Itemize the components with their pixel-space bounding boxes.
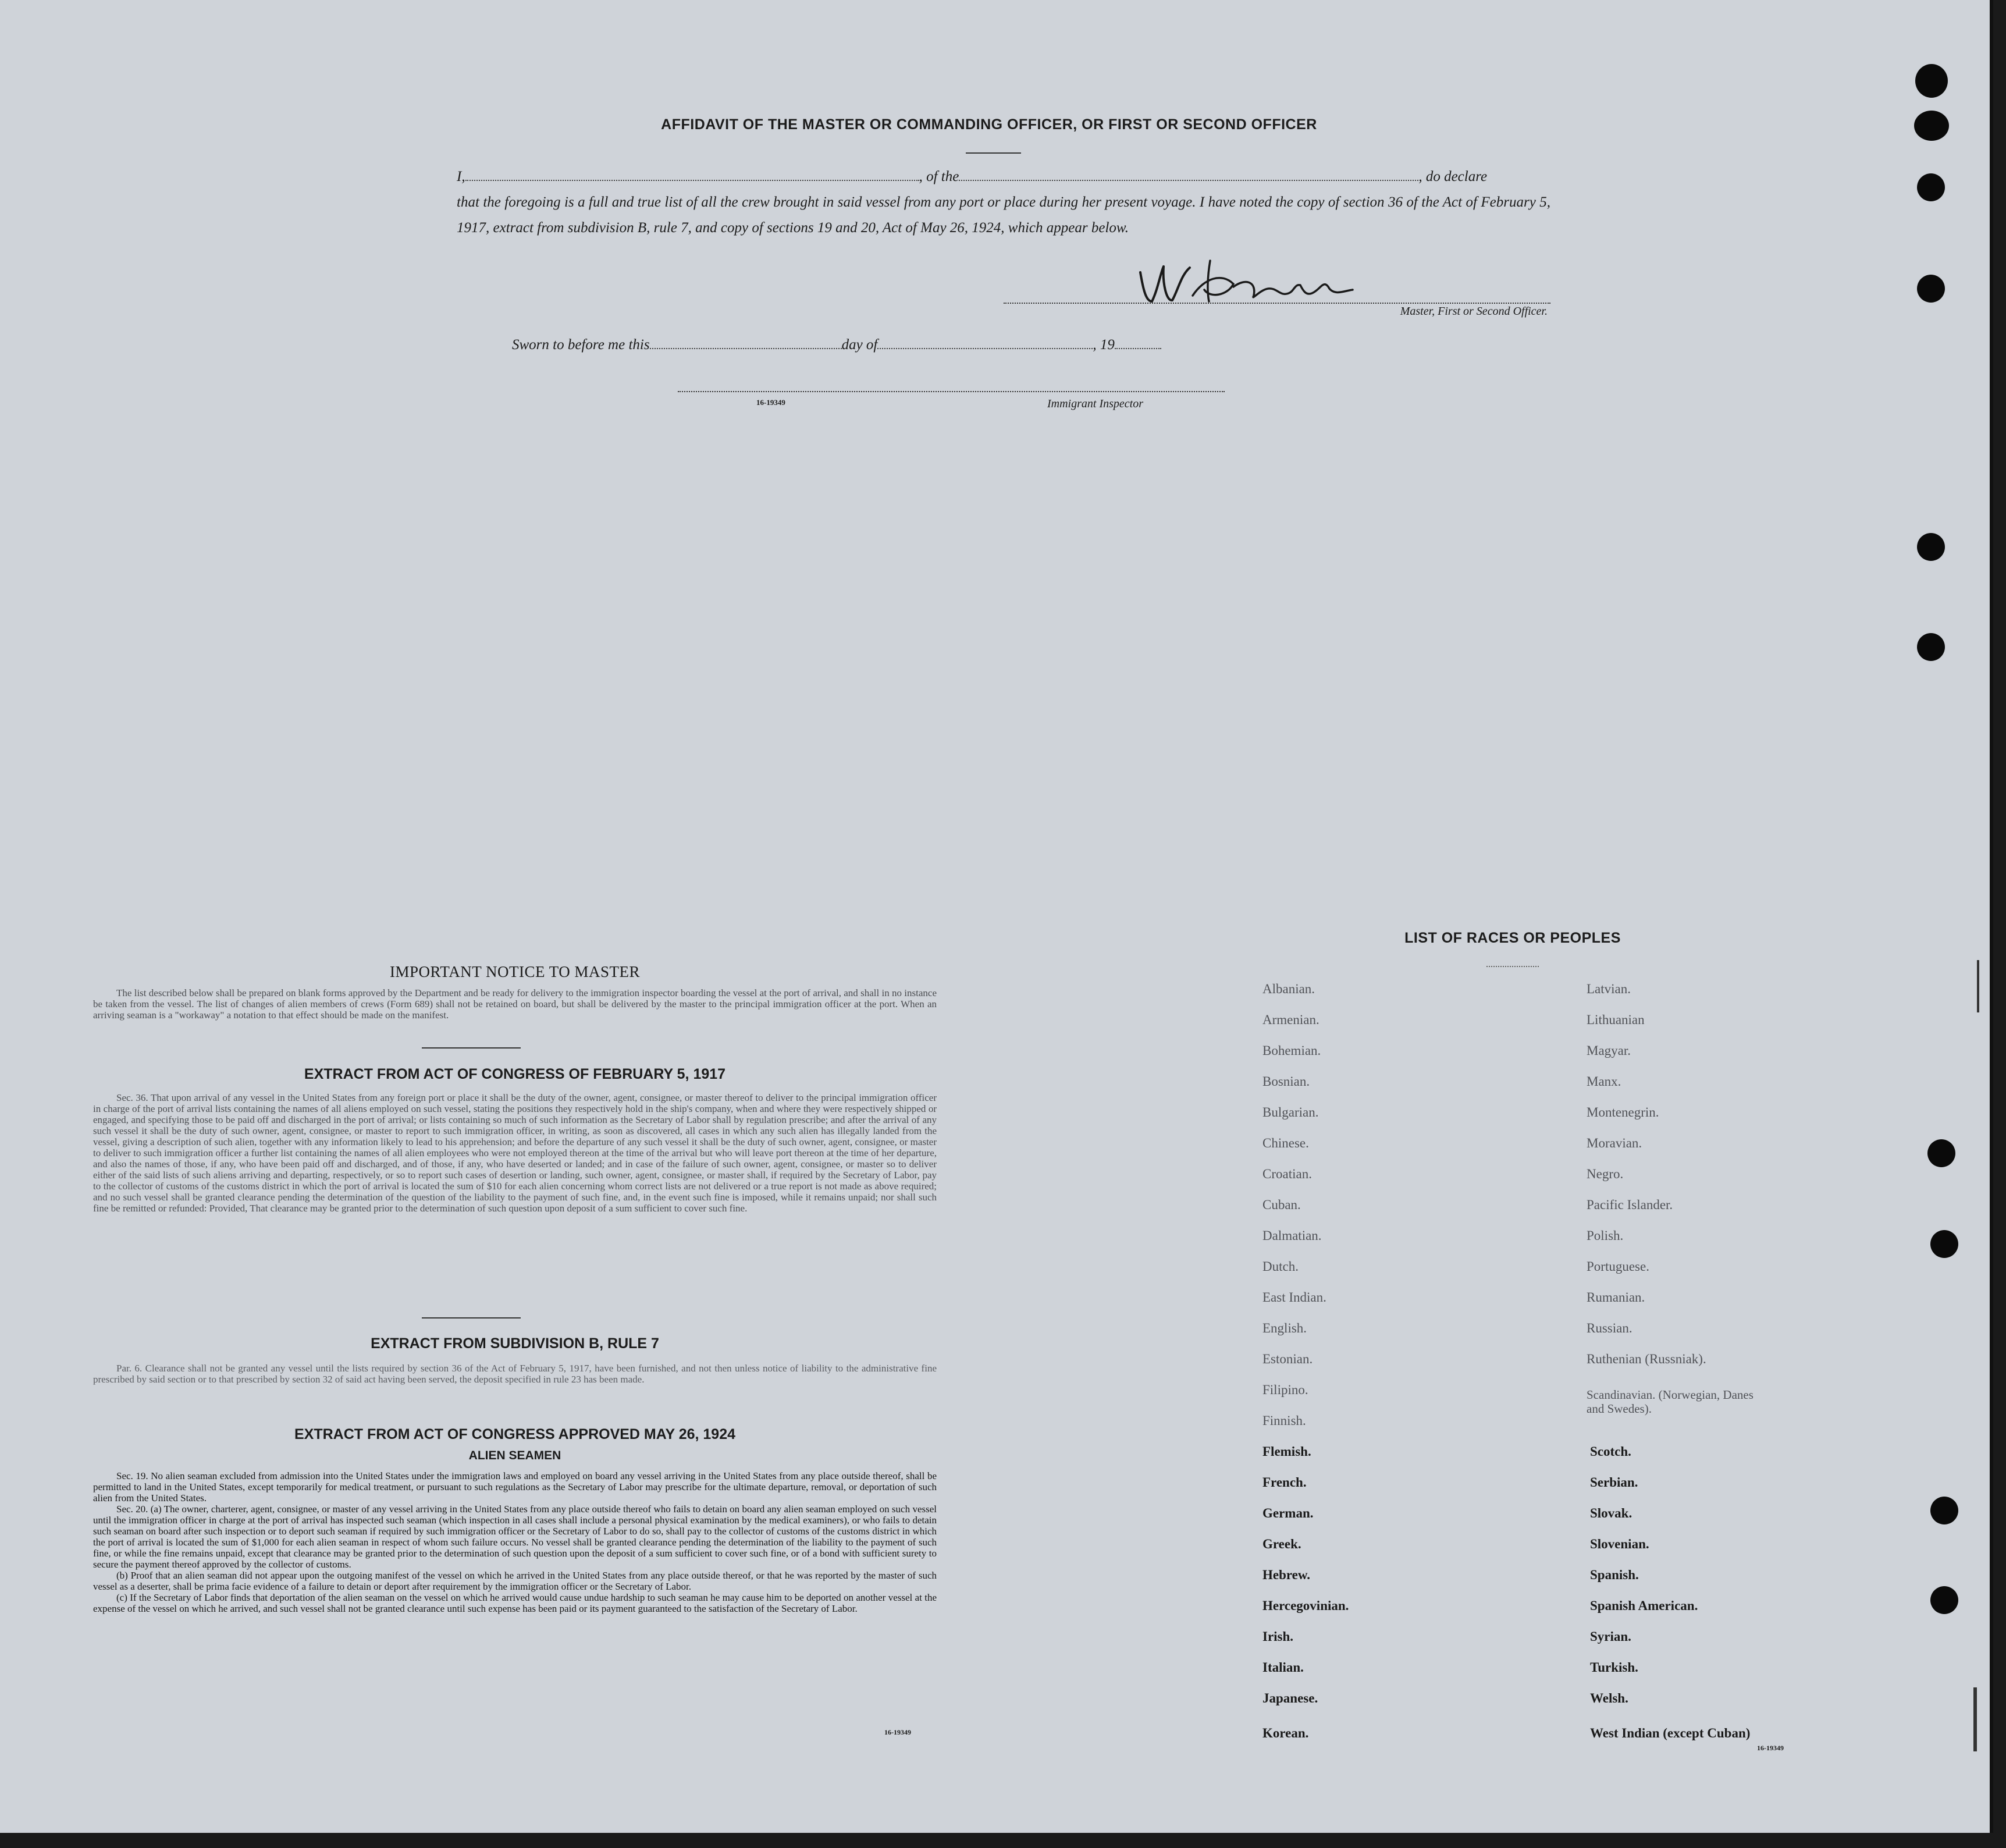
scan-mark <box>1977 960 1979 1012</box>
race-item: German. <box>1262 1506 1314 1520</box>
sec-20b-paragraph: (b) Proof that an alien seaman did not appear upon the outgoing manifest of the vessel on which he arrived in the United States from any place outside thereof, or that he was reported by the master of such vessel as a deserter, shall be prima facie evidence of a failure to detain or deport after requirement by the immigration officer or the Secretary of Labor. <box>93 1570 937 1592</box>
race-item: Moravian. <box>1587 1136 1642 1150</box>
race-item: Slovenian. <box>1590 1537 1649 1551</box>
race-item: Rumanian. <box>1587 1290 1645 1305</box>
race-item: Albanian. <box>1262 982 1315 996</box>
race-item: Portuguese. <box>1587 1259 1649 1274</box>
notice-body: The list described below shall be prepared on blank forms approved by the Department and be ready for delivery to the immigration inspector boarding the vessel at the port of arrival, and shall in no instance be taken from the vessel. The list of changes of alien members of crews (Form 689) shall not be retained on board, but shall be delivered by the master to the principal immigration officer at the port. When an arriving seaman is a "workaway" a notation to that effect should be made on the manifest. <box>93 987 937 1021</box>
race-item: Bohemian. <box>1262 1043 1321 1058</box>
race-item: Latvian. <box>1587 982 1631 996</box>
of-the-label: , of the <box>919 169 959 184</box>
subdivision-b-title: EXTRACT FROM SUBDIVISION B, RULE 7 <box>371 1335 659 1352</box>
race-item: Scotch. <box>1590 1444 1631 1459</box>
inspector-caption: Immigrant Inspector <box>1047 397 1143 410</box>
race-item: Spanish. <box>1590 1568 1639 1582</box>
race-item: Welsh. <box>1590 1691 1628 1705</box>
race-item: Montenegrin. <box>1587 1105 1659 1120</box>
form-number: 16-19349 <box>1757 1744 1784 1752</box>
sworn-day-blank[interactable] <box>650 333 842 349</box>
affidavit-declaration-line <box>457 164 1550 190</box>
notice-title: IMPORTANT NOTICE TO MASTER <box>390 963 640 980</box>
title-rule <box>966 152 1021 154</box>
race-item: Filipino. <box>1262 1383 1308 1397</box>
race-item: Pacific Islander. <box>1587 1197 1673 1212</box>
races-title: LIST OF RACES OR PEOPLES <box>1404 930 1621 946</box>
sworn-year-blank[interactable] <box>1115 333 1161 349</box>
race-item: Bosnian. <box>1262 1074 1310 1089</box>
race-item: Lithuanian <box>1587 1012 1645 1027</box>
punch-hole <box>1930 1586 1958 1614</box>
race-item: Irish. <box>1262 1629 1294 1644</box>
signature-line <box>1004 303 1550 304</box>
race-item: Syrian. <box>1590 1629 1631 1644</box>
race-item: Hercegovinian. <box>1262 1598 1349 1613</box>
race-item: Serbian. <box>1590 1475 1638 1490</box>
punch-hole <box>1915 64 1948 98</box>
race-item: West Indian (except Cuban) <box>1590 1726 1751 1740</box>
race-item: Estonian. <box>1262 1352 1313 1366</box>
punch-hole <box>1927 1139 1955 1167</box>
race-item: Slovak. <box>1590 1506 1632 1520</box>
alien-seamen-subtitle: ALIEN SEAMEN <box>468 1449 561 1462</box>
race-item: Dutch. <box>1262 1259 1299 1274</box>
scan-mark <box>1973 1687 1977 1751</box>
race-item: Scandinavian. (Norwegian, Danes and Swedes). <box>1587 1388 1754 1416</box>
year-prefix: , 19 <box>1093 337 1115 353</box>
race-item: East Indian. <box>1262 1290 1326 1305</box>
signature-caption: Master, First or Second Officer. <box>1400 305 1548 318</box>
race-item: Greek. <box>1262 1537 1301 1551</box>
sworn-line <box>512 333 1161 353</box>
punch-hole <box>1914 111 1949 141</box>
race-item: Cuban. <box>1262 1197 1301 1212</box>
punch-hole <box>1930 1497 1958 1524</box>
race-item: Chinese. <box>1262 1136 1309 1150</box>
inspector-signature-line <box>678 391 1225 392</box>
sworn-label: Sworn to before me this <box>512 337 650 353</box>
affidavit-statement: that the foregoing is a full and true list of all the crew brought in said vessel from any port or place during her present voyage. I have noted the copy of section 36 of the Act of February 5, 1917, extract from subdivision B, rule 7, and copy of sections 19 and 20, Act of May 26, 1924, which appear below. <box>457 194 1550 236</box>
race-item: Hebrew. <box>1262 1568 1310 1582</box>
extract-1917-body: Sec. 36. That upon arrival of any vessel in the United States from any foreign port or place it shall be the duty of the owner, agent, consignee, or master thereof to deliver to the principal immigration officer in charge of the port of arrival lists containing the names of all aliens employed on such vessel, stating the positions they respectively hold in the ship's company, when and where they were respectively shipped or engaged, and specifying those to be paid off and discharged in the port of arrival; or lists containing so much of such information as the Secretary of Labor shall by regulation prescribe; and after the arrival of any such vessel it shall be the duty of such owner, agent, consignee, or master to report to such immigration officer, in writing, as soon as discovered, all cases in which any such alien has illegally landed from the vessel, giving a description of such alien, together with any information likely to lead to his apprehension; and before the departure of any such vessel it shall be the duty of such owner, agent, consignee, or master to deliver to such immigration officer a further list containing the names of all alien employees who were not employed thereon at the time of the arrival but who will leave port thereon at the time of her departure, and also the names of those, if any, who have been paid off and discharged, and of those, if any, who have deserted or landed; and in case of the failure of such owner, agent, consignee, or master so to deliver either of the said lists of such aliens arriving and departing, respectively, or so to report such cases of desertion or landing, such owner, agent, consignee, or master shall, if required by the Secretary of Labor, pay to the collector of customs of the customs district in which the port of arrival is located the sum of $10 for each alien concerning whom correct lists are not delivered or a true report is not made as above required; and no such vessel shall be granted clearance pending the determination of the question of the liability to the payment of such fine, and, in the event such fine is imposed, while it remains unpaid; nor shall such fine be remitted or refunded: Provided, That clearance may be granted prior to the determination of such question upon deposit of a sum sufficient to cover such fine. <box>93 1092 937 1214</box>
master-signature <box>1134 255 1390 307</box>
section-rule <box>422 1317 521 1319</box>
affidavit-title: AFFIDAVIT OF THE MASTER OR COMMANDING OFFICER, OR FIRST OR SECOND OFFICER <box>661 116 1317 133</box>
form-number: 16-19349 <box>884 1728 911 1736</box>
extract-1917-title: EXTRACT FROM ACT OF CONGRESS OF FEBRUARY 5, 1917 <box>304 1066 726 1082</box>
punch-hole <box>1917 633 1945 661</box>
extract-1924-title: EXTRACT FROM ACT OF CONGRESS APPROVED MAY 26, 1924 <box>294 1426 736 1442</box>
race-item: Croatian. <box>1262 1167 1312 1181</box>
race-item: Dalmatian. <box>1262 1228 1322 1243</box>
race-item: Magyar. <box>1587 1043 1631 1058</box>
race-item: Ruthenian (Russniak). <box>1587 1352 1706 1366</box>
subdivision-b-body: Par. 6. Clearance shall not be granted any vessel until the lists required by section 36 of the Act of February 5, 1917, have been furnished, and not then unless notice of liability to the administrative fine prescribed by said section or to that prescribed by section 32 of said act having been served, the deposit specified in rule 23 has been made. <box>93 1363 937 1385</box>
race-item: Negro. <box>1587 1167 1624 1181</box>
extract-1924-body <box>93 1470 937 1614</box>
sec-19-paragraph: Sec. 19. No alien seaman excluded from admission into the United States under the immigration laws and employed on board any vessel arriving in the United States from any place outside thereof, shall be permitted to land in the United States, except temporarily for medical treatment, or pursuant to such regulations as the Secretary of Labor may prescribe for the ultimate departure, removal, or deportation of such alien from the United States. <box>93 1470 937 1504</box>
race-item: Italian. <box>1262 1660 1304 1675</box>
do-declare-label: , do declare <box>1418 169 1488 184</box>
race-item: Japanese. <box>1262 1691 1318 1705</box>
punch-hole <box>1930 1230 1958 1258</box>
race-item: Armenian. <box>1262 1012 1319 1027</box>
vessel-blank[interactable] <box>959 165 1418 181</box>
day-of-label: day of <box>841 337 878 353</box>
sec-20c-paragraph: (c) If the Secretary of Labor finds that deportation of the alien seaman on the vessel on which he arrived would cause undue hardship to such seaman he may cause him to be deported on another vessel at the expense of the vessel on which he arrived, and such vessel shall not be granted clearance until such expense has been paid or its payment guaranteed to the satisfaction of the Secretary of Labor. <box>93 1592 937 1614</box>
name-blank[interactable] <box>465 165 919 181</box>
punch-hole <box>1917 173 1945 201</box>
races-rule <box>1486 966 1539 967</box>
punch-hole <box>1917 533 1945 561</box>
form-number: 16-19349 <box>756 398 785 407</box>
race-item: French. <box>1262 1475 1307 1490</box>
race-item: Bulgarian. <box>1262 1105 1319 1120</box>
race-item: Korean. <box>1262 1726 1309 1740</box>
section-rule <box>422 1047 521 1049</box>
punch-hole <box>1917 275 1945 303</box>
race-item: Spanish American. <box>1590 1598 1698 1613</box>
race-item: Turkish. <box>1590 1660 1638 1675</box>
race-item: Finnish. <box>1262 1413 1306 1428</box>
race-item: Flemish. <box>1262 1444 1311 1459</box>
sworn-month-blank[interactable] <box>877 333 1093 349</box>
i-label: I, <box>457 169 465 184</box>
race-item: Russian. <box>1587 1321 1632 1335</box>
race-item: Polish. <box>1587 1228 1624 1243</box>
race-item: Manx. <box>1587 1074 1621 1089</box>
sec-20a-paragraph: Sec. 20. (a) The owner, charterer, agent, consignee, or master of any vessel arriving in the United States from any place outside thereof who fails to detain on board any alien seaman employed on such vessel until the immigration officer in charge at the port of arrival has inspected such seaman (which inspection in all cases shall include a personal physical examination by the medical examiners), or who fails to detain such seaman on board after such inspection or to deport such seaman if required by such immigration officer or the Secretary of Labor to do so, shall pay to the collector of customs of the customs district in which the port of arrival is located the sum of $1,000 for each alien seaman in respect of whom such failure occurs. No vessel shall be granted clearance pending the determination of the liability to the payment of such fine, or while the fine remains unpaid, except that clearance may be granted prior to the determination of such question upon the deposit of a sum sufficient to cover such fine, or of a bond with sufficient surety to secure the payment thereof approved by the collector of customs. <box>93 1504 937 1570</box>
race-item: English. <box>1262 1321 1307 1335</box>
